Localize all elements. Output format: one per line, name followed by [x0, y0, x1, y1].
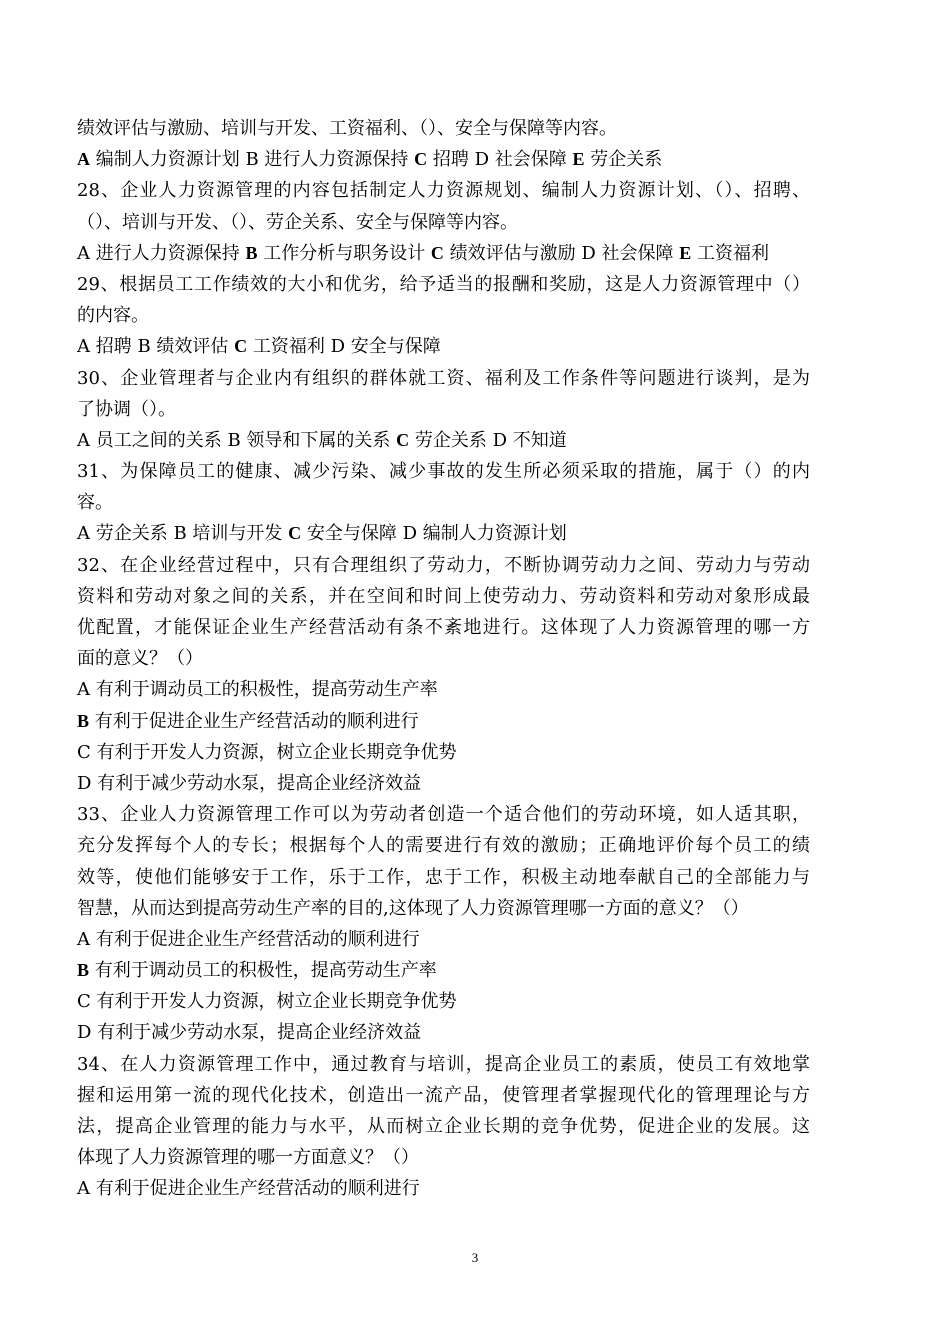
- text-line: [77, 1142, 810, 1173]
- text-segment: A 员工之间的关系 B 领导和下属的关系: [77, 429, 397, 451]
- text-line: [77, 394, 810, 425]
- text-segment: C 有利于开发人力资源，树立企业长期竞争优势: [77, 991, 457, 1013]
- text-segment: 绩效评估与激励 D 社会保障: [443, 242, 680, 264]
- text-segment: 法，提高企业管理的能力与水平，从而树立企业长期的竞争优势，促进企业的发展。这: [77, 1116, 810, 1137]
- text-segment: 工作分析与职务设计: [257, 242, 431, 264]
- text-line: [77, 269, 810, 300]
- text-segment: 30、企业管理者与企业内有组织的群体就工资、福利及工作条件等问题进行谈判，是为: [77, 367, 810, 389]
- text-segment: 效等，使他们能够安于工作，乐于工作，忠于工作，积极主动地奉献自己的全部能力与: [77, 866, 810, 888]
- option-letter: E: [679, 242, 692, 263]
- text-line: [77, 487, 810, 518]
- text-line: [77, 207, 810, 238]
- text-segment: 的内容。: [77, 305, 149, 327]
- text-segment: A 有利于促进企业生产经营活动的顺利进行: [77, 1178, 420, 1200]
- text-segment: 31、为保障员工的健康、减少污染、减少事故的发生所必须采取的措施，属于（）的内: [77, 461, 810, 483]
- text-segment: 容。: [77, 492, 113, 514]
- text-line: [77, 1111, 810, 1142]
- text-line: [77, 799, 810, 830]
- text-line: [77, 674, 810, 705]
- text-line: [77, 331, 810, 362]
- text-line: [77, 238, 810, 269]
- text-line: [77, 1049, 810, 1080]
- text-segment: D 有利于减少劳动水泵，提高企业经济效益: [77, 772, 422, 794]
- text-segment: 体现了人力资源管理的哪一方面意义？（）: [77, 1147, 419, 1169]
- text-segment: 优配置，才能保证企业生产经营活动有条不紊地进行。这体现了人力资源管理的哪一方: [77, 617, 810, 638]
- text-line: [77, 862, 810, 893]
- text-line: [77, 768, 810, 799]
- text-line: [77, 986, 810, 1017]
- option-letter: C: [430, 242, 444, 263]
- option-letter: C: [234, 336, 248, 357]
- text-segment: 工资福利: [691, 242, 769, 264]
- text-segment: 了协调（）。: [77, 398, 176, 420]
- text-line: [77, 830, 810, 861]
- text-segment: 握和运用第一流的现代化技术，创造出一流产品，使管理者掌握现代化的管理理论与方: [77, 1084, 810, 1106]
- text-segment: 招聘 D 社会保障: [427, 149, 573, 171]
- text-line: [77, 893, 810, 924]
- text-line: [77, 1173, 810, 1204]
- text-line: [77, 113, 810, 144]
- option-letter: C: [288, 523, 302, 544]
- text-segment: 29、根据员工工作绩效的大小和优劣，给予适当的报酬和奖励，这是人力资源管理中（）: [77, 273, 810, 295]
- option-letter: B: [245, 242, 258, 263]
- text-line: [77, 175, 810, 206]
- text-line: [77, 643, 810, 674]
- text-line: [77, 1017, 810, 1048]
- text-line: [77, 706, 810, 737]
- text-line: [77, 581, 810, 612]
- text-segment: 智慧，从而达到提高劳动生产率的目的,这体现了人力资源管理哪一方面的意义？（）: [77, 897, 749, 919]
- text-segment: 有利于调动员工的积极性，提高劳动生产率: [89, 960, 437, 982]
- question-text-body: [77, 113, 810, 1205]
- text-segment: 劳企关系 D 不知道: [409, 429, 567, 451]
- text-segment: 有利于促进企业生产经营活动的顺利进行: [89, 710, 419, 732]
- text-line: [77, 737, 810, 768]
- text-line: [77, 955, 810, 986]
- text-segment: 34、在人力资源管理工作中，通过教育与培训，提高企业员工的素质，使员工有效地掌: [77, 1053, 810, 1075]
- option-letter: C: [396, 429, 410, 450]
- text-line: [77, 1080, 810, 1111]
- text-segment: 28、企业人力资源管理的内容包括制定人力资源规划、编制人力资源计划、（）、招聘、: [77, 180, 810, 202]
- option-letter: C: [414, 149, 428, 170]
- text-line: [77, 300, 810, 331]
- text-line: [77, 924, 810, 955]
- text-line: [77, 456, 810, 487]
- page-number: 3: [471, 1250, 479, 1265]
- text-segment: （）、培训与开发、（）、劳企关系、安全与保障等内容。: [77, 211, 518, 233]
- text-segment: 33、企业人力资源管理工作可以为劳动者创造一个适合他们的劳动环境，如人适其职，: [77, 804, 810, 826]
- text-segment: D 有利于减少劳动水泵，提高企业经济效益: [77, 1022, 422, 1044]
- text-line: [77, 518, 810, 549]
- text-segment: 面的意义？（）: [77, 648, 203, 670]
- text-segment: A 有利于促进企业生产经营活动的顺利进行: [77, 928, 420, 950]
- text-line: [77, 550, 810, 581]
- text-segment: A 有利于调动员工的积极性，提高劳动生产率: [77, 679, 438, 701]
- text-segment: 劳企关系: [584, 149, 663, 171]
- text-segment: 资料和劳动对象之间的关系，并在空间和时间上使劳动力、劳动资料和劳动对象形成最: [77, 585, 810, 607]
- text-segment: 绩效评估与激励、培训与开发、工资福利、（）、安全与保障等内容。: [77, 118, 617, 139]
- text-line: [77, 425, 810, 456]
- text-segment: A 劳企关系 B 培训与开发: [77, 523, 289, 545]
- option-letter: B: [77, 710, 90, 731]
- option-letter: A: [77, 149, 90, 170]
- text-line: [77, 144, 810, 175]
- option-letter: B: [77, 960, 90, 981]
- text-segment: 编制人力资源计划 B 进行人力资源保持: [90, 149, 415, 171]
- text-segment: 工资福利 D 安全与保障: [247, 336, 441, 358]
- text-segment: 32、在企业经营过程中，只有合理组织了劳动力，不断协调劳动力之间、劳动力与劳动: [77, 554, 810, 576]
- text-line: [77, 363, 810, 394]
- text-segment: 充分发挥每个人的专长；根据每个人的需要进行有效的激励；正确地评价每个员工的绩: [77, 835, 810, 857]
- text-segment: A 招聘 B 绩效评估: [77, 336, 235, 358]
- text-line: [77, 612, 810, 643]
- text-segment: A 进行人力资源保持: [77, 242, 246, 264]
- text-segment: C 有利于开发人力资源，树立企业长期竞争优势: [77, 741, 457, 763]
- option-letter: E: [572, 149, 585, 170]
- text-segment: 安全与保障 D 编制人力资源计划: [301, 523, 567, 545]
